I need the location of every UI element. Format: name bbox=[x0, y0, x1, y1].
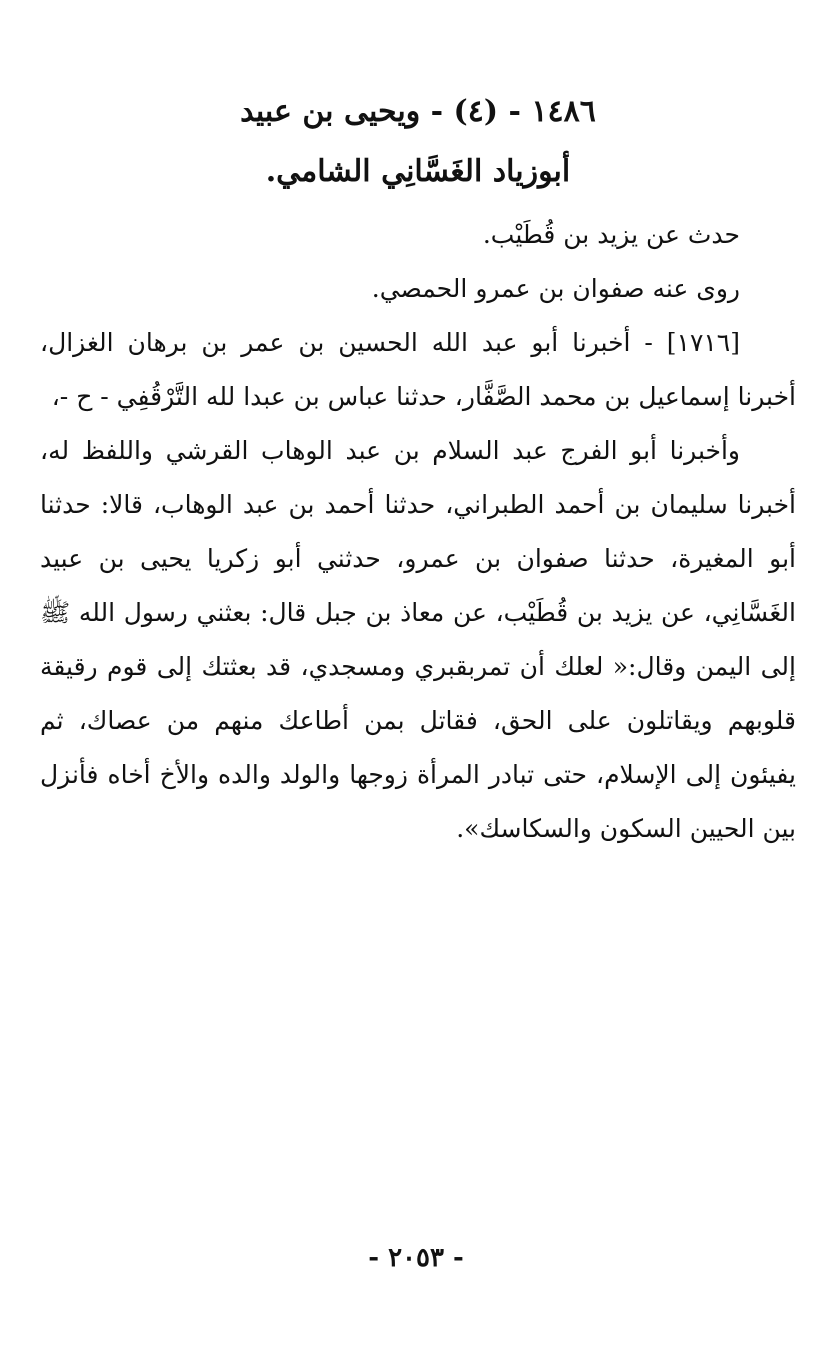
document-page bbox=[40, 80, 796, 856]
page-number: - ٢٠٥٣ - bbox=[368, 1243, 464, 1273]
entry-heading-kunya-nisba: أبوزياد الغَسَّانِي الشامي. bbox=[265, 154, 571, 189]
narrated-from-paragraph: حدث عن يزيد بن قُطَيْب. bbox=[482, 220, 740, 249]
hadith-paragraph: وأخبرنا أبو الفرج عبد السلام بن عبد الوهاب القرشي واللفظ له، أخبرنا سليمان بن أحمد الطبراني، حدثنا أحمد بن عبد الوهاب، قالا: حدثنا أبو المغيرة، حدثنا صفوان بن عمرو، حدثني أبو زكريا يحيى بن عبيد الغَسَّانِي، عن يزيد بن قُطَيْب، عن معاذ بن جبل قال: بعثني رسول الله ﷺ إلى اليمن وقال:« لعلك أن تمربقبري ومسجدي، قد بعثتك إلى قوم رقيقة قلوبهم ويقاتلون على الحق، فقاتل بمن أطاعك منهم من عصاك، ثم يفيئون إلى الإسلام، حتى تبادر المرأة زوجها والولد والده والأخ أخاه فأنزل بين الحيين السكون والسكاسك». bbox=[40, 436, 796, 843]
narrated-by-paragraph: روى عنه صفوان بن عمرو الحمصي. bbox=[371, 274, 740, 303]
isnad-paragraph-1716: [١٧١٦] - أخبرنا أبو عبد الله الحسين بن عمر بن برهان الغزال، أخبرنا إسماعيل بن محمد الصَّفَّار، حدثنا عباس بن عبدا لله التَّرْقُفِي - ح -، bbox=[40, 328, 796, 411]
entry-heading-number-name: ١٤٨٦ - (٤) - ويحيى بن عبيد bbox=[240, 94, 596, 129]
